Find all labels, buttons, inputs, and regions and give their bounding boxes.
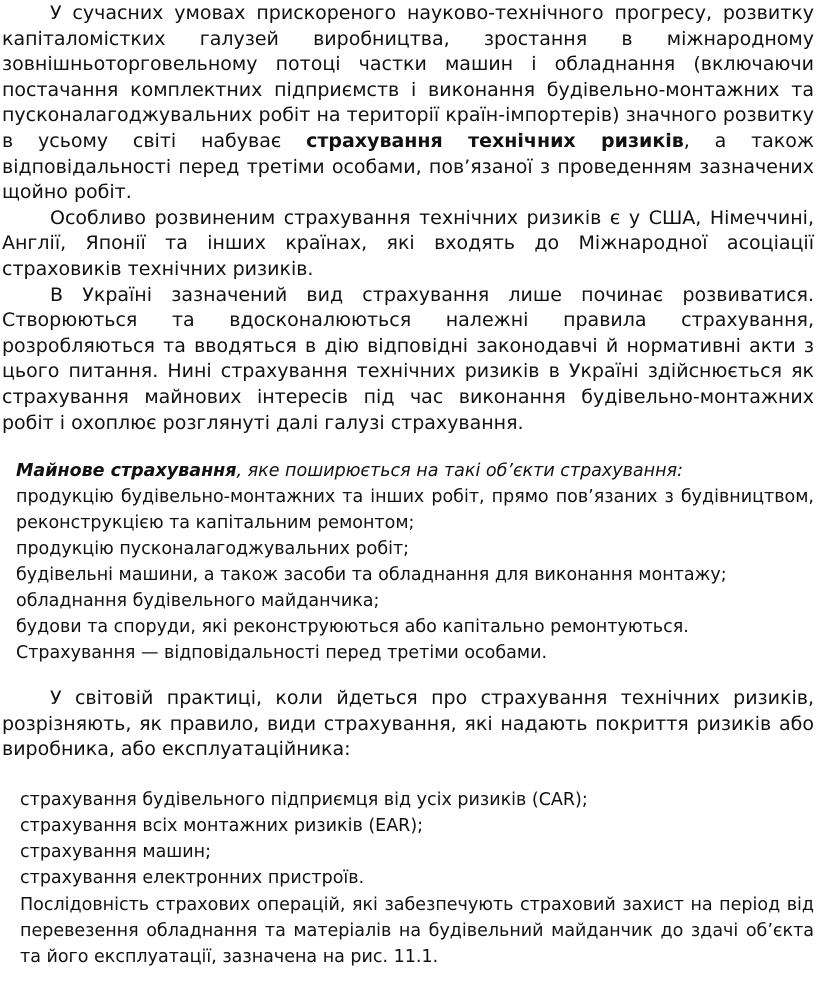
property-insurance-heading-bold: Майнове страхування bbox=[16, 461, 237, 482]
list-item: страхування всіх монтажних ризиків (EAR); bbox=[20, 816, 424, 837]
list-item: страхування будівельного підприємця від усіх ризиків (CAR); bbox=[20, 789, 588, 810]
intro-paragraph-3: В Україні зазначений вид страхування лише починає розвиватися. Створюються та вдосконалюються належні правила страхування, розробляються та вводяться в дію відповідні законодавчі й нормативні акти з цього питання. Нині страхування технічних ризиків в Україні здійснюється як страхування майнових інтересів під час виконання будівельно-монтажних робіт і охоплює розглянуті далі галузі страхування. bbox=[2, 283, 814, 434]
world-practice-paragraph: У світовій практиці, коли йдеться про страхування технічних ризиків, розрізняють, як правило, види страхування, які надають покриття ризиків або виробника, або експлуатаційника: bbox=[2, 687, 814, 761]
intro-paragraph-2: Особливо розвиненим страхування технічних ризиків є у США, Німеччині, Англії, Японії та інших країнах, які входять до Міжнародної асоціації страховиків технічних ризиків. bbox=[2, 206, 814, 280]
list-item: страхування машин; bbox=[20, 842, 212, 863]
list-item: страхування електронних пристроїв. bbox=[20, 868, 365, 889]
closing-paragraph: Послідовність страхових операцій, які забезпечують страховий захист на період від перевезення обладнання та матеріалів на будівельний майданчик до здачі об’єкта та його експлуатації, зазначена на рис. 11.1. bbox=[20, 894, 814, 968]
list-item: продукцію пусконалагоджувальних робіт; bbox=[16, 539, 410, 560]
insurance-types-section bbox=[2, 787, 814, 970]
intro-paragraph-1 bbox=[2, 1, 814, 206]
property-insurance-heading-rest: , яке поширюється на такі об’єкти страхування: bbox=[236, 461, 683, 482]
property-insurance-section bbox=[2, 458, 814, 666]
list-item: будови та споруди, які реконструюються або капітально ремонтуються. bbox=[16, 617, 689, 638]
list-item: продукцію будівельно-монтажних та інших робіт, прямо пов’язаних з будівництвом, реконструкцією та капітальним ремонтом; bbox=[16, 487, 814, 534]
property-insurance-heading bbox=[16, 458, 814, 484]
list-item: обладнання будівельного майданчика; bbox=[16, 591, 380, 612]
list-item: Страхування — відповідальності перед третіми особами. bbox=[16, 643, 548, 664]
intro-p1-text-b: , а також відповідальності перед третіми особами, пов’язаної з проведенням зазначених щойно робіт. bbox=[2, 129, 814, 204]
list-item: будівельні машини, а також засоби та обладнання для виконання монтажу; bbox=[16, 565, 727, 586]
intro-p1-bold-term: страхування технічних ризиків bbox=[306, 129, 684, 152]
intro-p1-text-a: У сучасних умовах прискореного науково-технічного прогресу, розвитку капіталомістких галузей виробництва, зростання в міжнародному зовнішньоторговельному потоці частки машин і обладнання (включаючи постачання комплектних підприємств і виконання будівельно-монтажних та пусконалагоджувальних робіт на території країн-імпортерів) значного розвитку в усьому світі набуває bbox=[2, 2, 814, 152]
document-page bbox=[0, 1, 816, 1002]
